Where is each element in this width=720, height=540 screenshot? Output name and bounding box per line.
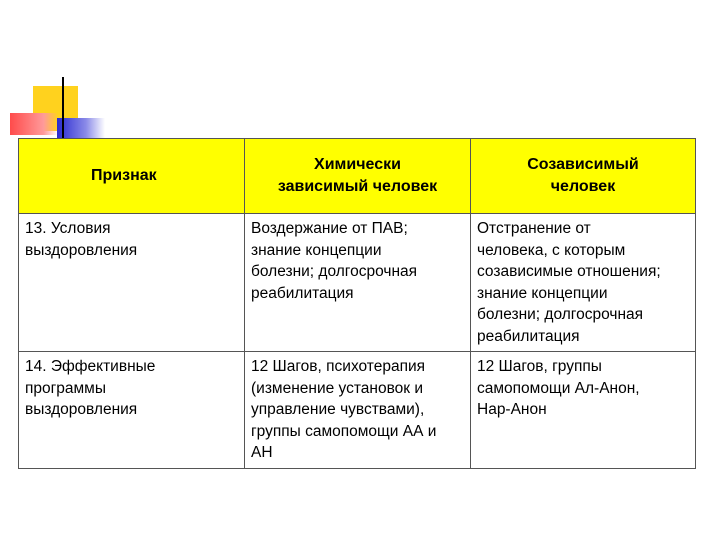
header-cell-feature: Признак xyxy=(19,139,245,214)
table-cell: 12 Шагов, психотерапия (изменение установок и управление чувствами), группы самопомощи АА и АН xyxy=(245,352,471,469)
table-cell: Отстранение от человека, с которым созависимые отношения; знание концепции болезни; долгосрочная реабилитация xyxy=(471,214,696,352)
table-row xyxy=(19,214,696,352)
table-cell: 12 Шагов, группы самопомощи Ал-Анон, Нар-Анон xyxy=(471,352,696,469)
header-cell-chemically-dependent: Химически зависимый человек xyxy=(245,139,471,214)
decor-vertical-line xyxy=(62,77,64,142)
comparison-table xyxy=(18,138,696,469)
table-cell: 13. Условия выздоровления xyxy=(19,214,245,352)
decor-red-bar xyxy=(10,113,58,135)
table-cell: 14. Эффективные программы выздоровления xyxy=(19,352,245,469)
table-header-row xyxy=(19,139,696,214)
table-cell: Воздержание от ПАВ; знание концепции болезни; долгосрочная реабилитация xyxy=(245,214,471,352)
decor-blue-bar xyxy=(57,118,105,140)
header-cell-codependent: Созависимый человек xyxy=(471,139,696,214)
table-row xyxy=(19,352,696,469)
